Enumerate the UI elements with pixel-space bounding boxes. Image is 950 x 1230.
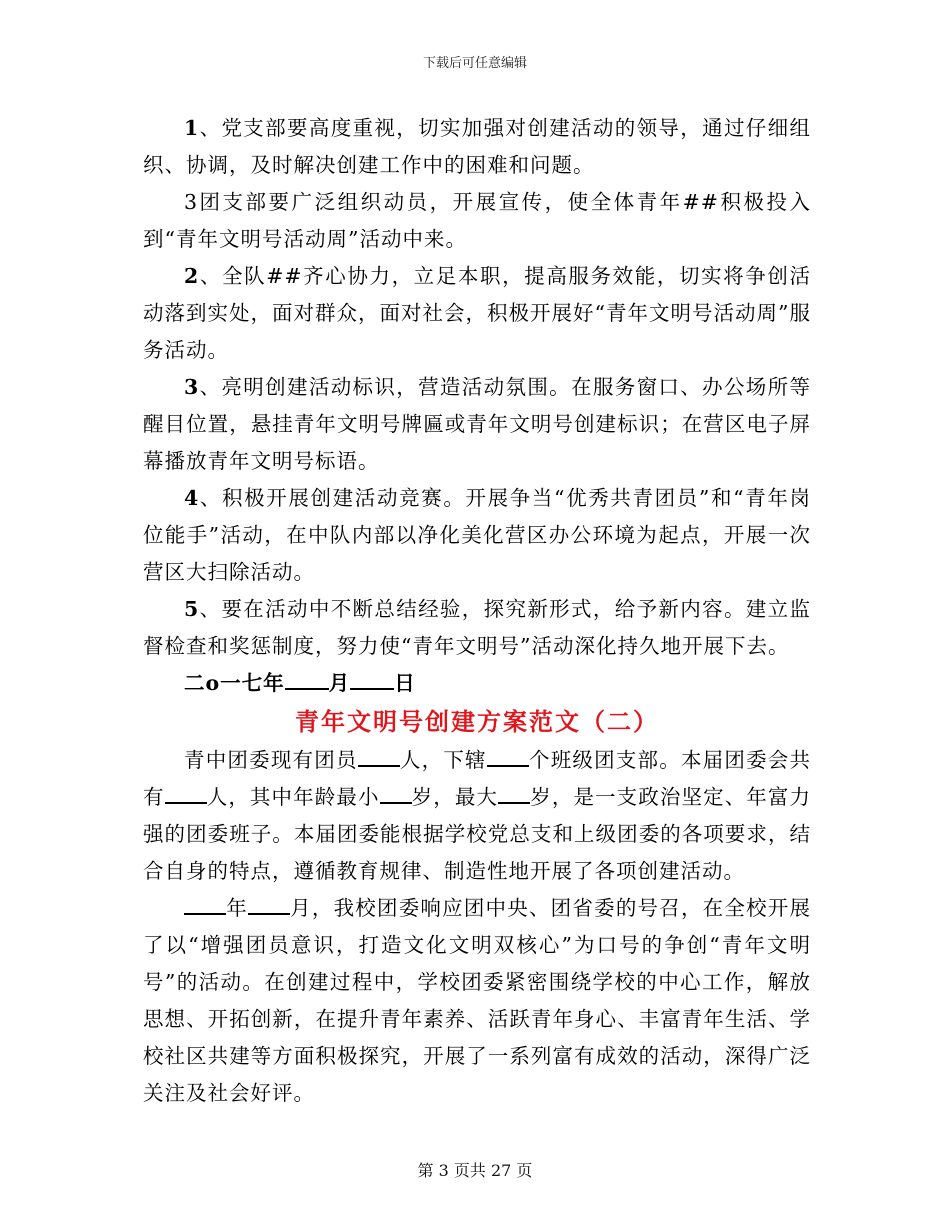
section-title: 青年文明号创建方案范文（二） [295, 707, 659, 736]
blank-day [350, 666, 394, 690]
blank-max-age [498, 780, 530, 804]
text-run: 人，下辖 [399, 748, 487, 772]
item-text: 、积极开展创建活动竞赛。开展争当“优秀共青团员”和“青年岗位能手”活动，在中队内部以净化美化营区办公环境为起点，开展一次营区大扫除活动。 [143, 486, 811, 584]
date-line [143, 665, 811, 702]
item-text: 、全队##齐心协力，立足本职，提高服务效能，切实将争创活动落到实处，面对群众，面对社会，积极开展好“青年文明号活动周”服务活动。 [143, 264, 811, 362]
item-text: 、亮明创建活动标识，营造活动氛围。在服务窗口、办公场所等醒目位置，悬挂青年文明号牌匾或青年文明号创建标识；在营区电子屏幕播放青年文明号标语。 [143, 375, 811, 473]
item-text: 、要在活动中不断总结经验，探究新形式，给予新内容。建立监督检查和奖惩制度，努力使“青年文明号”活动深化持久地开展下去。 [143, 597, 811, 658]
item-number: 4 [184, 486, 200, 510]
date-year: 二o一七年 [184, 671, 285, 695]
blank-committee-count [165, 780, 207, 804]
date-month: 月 [328, 671, 351, 695]
text-run: 年 [226, 896, 248, 920]
date-day: 日 [394, 671, 416, 695]
text-run: 岁，是一支政治坚定、年富力强的团委班子。本届团委能根据学校党总支和上级团委的各项要求，结合自身的特点，遵循教育规律、制造性地开展了各项创建活动。 [143, 785, 812, 883]
item-number: 5 [184, 597, 200, 621]
blank-year [184, 891, 226, 915]
paragraph-activity [143, 890, 811, 1112]
page-footer: 第 3 页共 27 页 [417, 1161, 533, 1180]
page-header: 下载后可任意编辑 [422, 56, 527, 71]
blank-month [248, 891, 290, 915]
item-text: 、党支部要高度重视，切实加强对创建活动的领导，通过仔细组织、协调，及时解决创建工作中的困难和问题。 [143, 116, 811, 177]
text-run: 月，我校团委响应团中央、团省委的号召，在全校开展了以“增强团员意识，打造文化文明双核心”为口号的争创“青年文明号”的活动。在创建过程中，学校团委紧密围绕学校的中心工作，解放思想、开拓创新，在提升青年素养、活跃青年身心、丰富青年生活、学校社区共建等方面积极探究，开展了一系列富有成效的活动，深得广泛关注及社会好评。 [143, 896, 812, 1105]
item-number: 2 [184, 264, 200, 288]
text-run: 个班级团支部。本届团委会共有 [143, 748, 812, 809]
blank-branches [487, 743, 529, 767]
list-item-1 [143, 110, 811, 184]
text-run: 青中团委现有团员 [184, 748, 358, 772]
list-item-3 [143, 369, 811, 480]
blank-members [358, 743, 400, 767]
list-item-2 [143, 258, 811, 369]
document-body [143, 110, 811, 1112]
list-item-4 [143, 480, 811, 591]
item-number: 3 [184, 375, 200, 399]
list-item-3-league [143, 184, 811, 258]
blank-min-age [380, 780, 412, 804]
text-run: 人，其中年龄最小 [206, 785, 380, 809]
item-text: 3团支部要广泛组织动员，开展宣传，使全体青年##积极投入到“青年文明号活动周”活动中来。 [143, 190, 811, 251]
item-number: 1 [184, 116, 200, 140]
paragraph-intro [143, 742, 811, 890]
list-item-5 [143, 591, 811, 665]
text-run: 岁，最大 [411, 785, 499, 809]
blank-month [285, 666, 329, 690]
